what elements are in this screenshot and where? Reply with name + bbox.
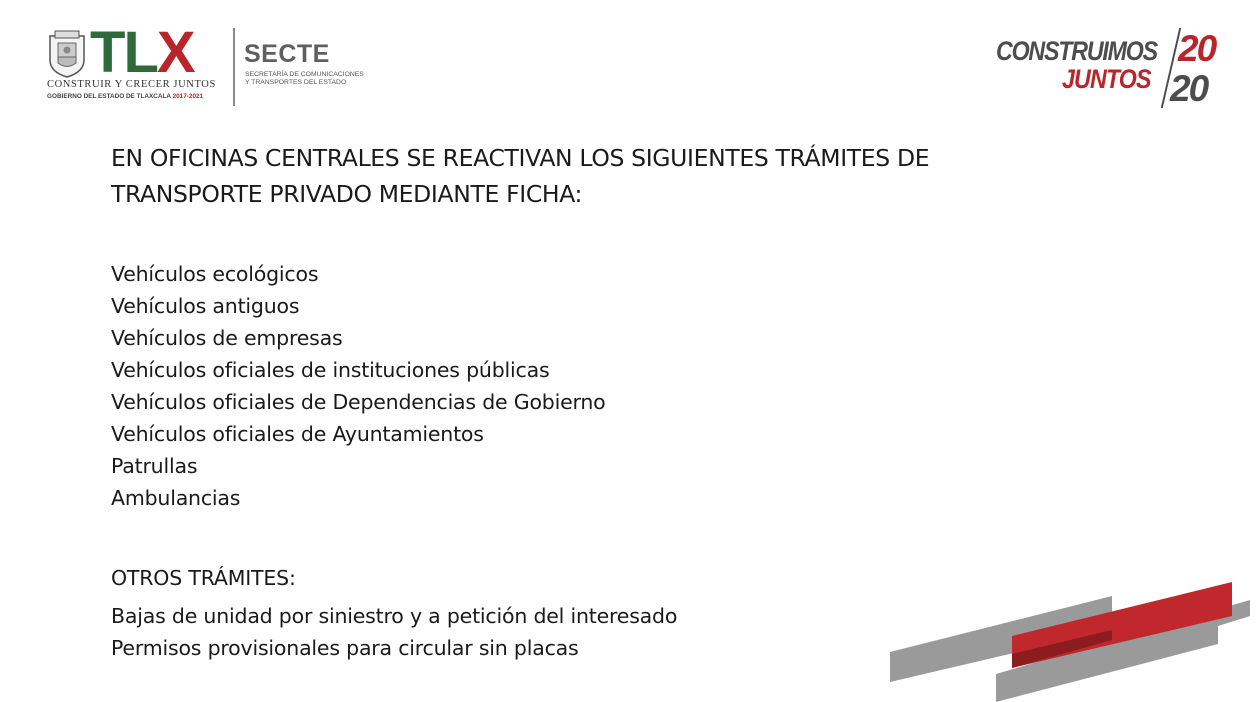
list-item: Vehículos oficiales de instituciones públicas [111,358,550,382]
government-term-years: 2017-2021 [172,93,204,100]
list-item: Vehículos ecológicos [111,262,319,286]
campaign-word-construimos: CONSTRUIMOS [996,36,1157,66]
procedures-list [111,258,1111,514]
decorative-stripes [880,570,1260,702]
list-item: Vehículos antiguos [111,294,300,318]
government-name-text: GOBIERNO DEL ESTADO DE TLAXCALA [47,93,171,100]
list-item: Ambulancias [111,486,241,510]
state-seal-icon [46,30,88,78]
secretariat-acronym: SECTE [244,40,330,68]
other-procedures-title: OTROS TRÁMITES: [111,566,296,590]
campaign-logo [994,26,1234,108]
list-item: Bajas de unidad por siniestro y a petición del interesado [111,604,678,628]
logo-divider [233,28,235,106]
campaign-word-juntos: JUNTOS [1062,64,1151,94]
tlx-wordmark: TLX [90,20,194,85]
government-slogan: CONSTRUIR Y CRECER JUNTOS [47,79,216,90]
campaign-year-bottom: 20 [1170,68,1208,109]
list-item: Vehículos oficiales de Dependencias de Gobierno [111,390,606,414]
list-item: Vehículos de empresas [111,326,343,350]
page-heading: EN OFICINAS CENTRALES SE REACTIVAN LOS SIGUIENTES TRÁMITES DE TRANSPORTE PRIVADO MEDIANTE FICHA: [111,144,930,208]
government-logo [44,20,384,108]
government-name [47,93,203,100]
list-item: Patrullas [111,454,198,478]
secretariat-full-name: SECRETARÍA DE COMUNICACIONES Y TRANSPORTES DEL ESTADO [245,71,364,87]
list-item: Vehículos oficiales de Ayuntamientos [111,422,484,446]
campaign-year-top: 20 [1178,28,1216,69]
list-item: Permisos provisionales para circular sin placas [111,636,579,660]
